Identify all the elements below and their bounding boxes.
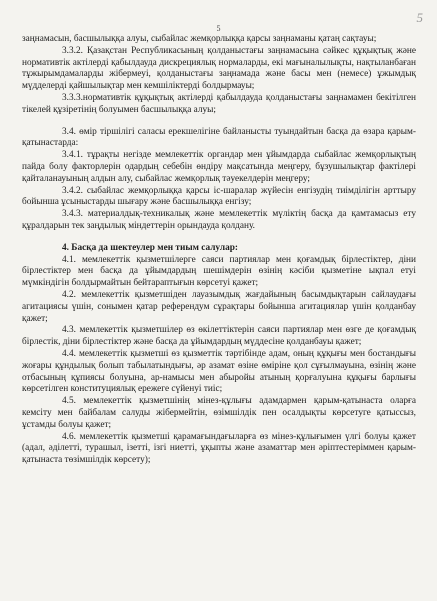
paragraph: 4.2. мемлекеттік қызметшіден лауазымдық жағдайының басымдықтарын сайлаудағы агитациясы үшін, сонымен қатар референдум сұрақтары бойынша агитациялар үшін қолданбау қажет; (22, 289, 416, 324)
paragraph: 3.3.2. Қазақстан Республикасының қолданыстағы заңнамасына сәйкес құқықтық және нормативтік актілерді қабылдауда дискрециялық нормаларды, екі мағыналылықты, нақтыланбаған тұжырымдамаларды жібермеуі, қолданыстағы заңнамада және басы мен (немесе) ұжымдық мүдделерді қайшылықтар мен кемшіліктерді болдырмауы; (22, 45, 416, 92)
paragraph: 4.4. мемлекеттік қызметші өз қызметтік тәртібінде адам, оның құқығы мен бостандығы жоғары құндылық болып табылатындығы, әр азамат өзіне өміріне қол сұғылмауына, өзінің және отбасының құпиясы болуына, ар-намысы мен абыройы атының қорғалуына құқығы барлығы көрсетілген конституциялық ережеге сүйенуі тиіс; (22, 348, 416, 395)
page-number: 5 (216, 24, 221, 33)
corner-page-mark: 5 (416, 10, 423, 25)
paragraph: 4.6. мемлекеттік қызметші қарамағындағыларға өз мінез-құлығымен үлгі болуы қажет (адал, әділетті, турашыл, ізетті, ізгі ниетті, ұқыпты және азаматтар мен әріптестеріммен қарым-қатынаста төзімшілдік көрсету); (22, 431, 416, 466)
spacer (22, 233, 416, 243)
document-body (22, 34, 416, 467)
paragraph: заңнамасын, басшылыққа алуы, сыбайлас жемқорлыққа қарсы заңнаманы қатаң сақтауы; (22, 34, 377, 44)
paragraph: 4.5. мемлекеттік қызметшінің мінез-құлығы адамдармен қарым-қатынаста оларға кемсіту мен байбалам салуды жібермейтін, өзімшілдік пен осалдықты көрсетуге қатыссыз, ұстамды болуы қажет; (22, 396, 416, 430)
section-heading: 4. Басқа да шектеулер мен тиым салулар: (62, 242, 238, 253)
paragraph: 3.3.3.нормативтік құқықтық актілерді қабылдауда қолданыстағы заңнамамен бекітілген тікелей құзіретінің болуымен басшылыққа алуы; (22, 92, 416, 115)
paragraph: 3.4. өмір тіршілігі саласы ерекшелігіне байланысты туындайтын басқа да өзара қарым-қатынастарда: (22, 126, 416, 149)
paragraph: 3.4.2. сыбайлас жемқорлыққа қарсы іс-шаралар жүйесін енгізудің тиімділігін арттыру бойынша ұсыныстарды шығару және басшылыққа енгізу; (22, 185, 416, 208)
paragraph: 4.1. мемлекеттік қызметшілерге саяси партиялар мен қоғамдық бірлестіктер, діни бірлестіктер мен басқа да ұйымдардың шешімдерін өзінің кәсіби қызметіне ықпал етуі мүмкіндігін болдырмайтын бейтараптығын көрсетуі қажет; (22, 254, 416, 289)
paragraph: 3.4.3. материалдық-техникалық және мемлекеттік мүліктің басқа да қамтамасыз ету құралдарын тек заңдылық міндеттерін орындауда қолдану. (22, 209, 416, 231)
spacer (22, 117, 416, 127)
paragraph: 4.3. мемлекеттік қызметшілер өз өкілеттіктерін саяси партиялар мен өзге де қоғамдық бірлестік, діни бірлестіктер және басқа да ұйымдардың мүддесіне қолданбауы қажет; (22, 325, 416, 348)
paragraph: 3.4.1. тұрақты негізде мемлекеттік органдар мен ұйымдарда сыбайлас жемқорлықтың пайда болу факторлерін одардың себебін өндіру мақсатында меңгеру, бұзушылықтар фактілері қайталанауының алдын алу, сыбайлас жемқорлық тәуекелдерін меңгеру; (22, 150, 416, 184)
